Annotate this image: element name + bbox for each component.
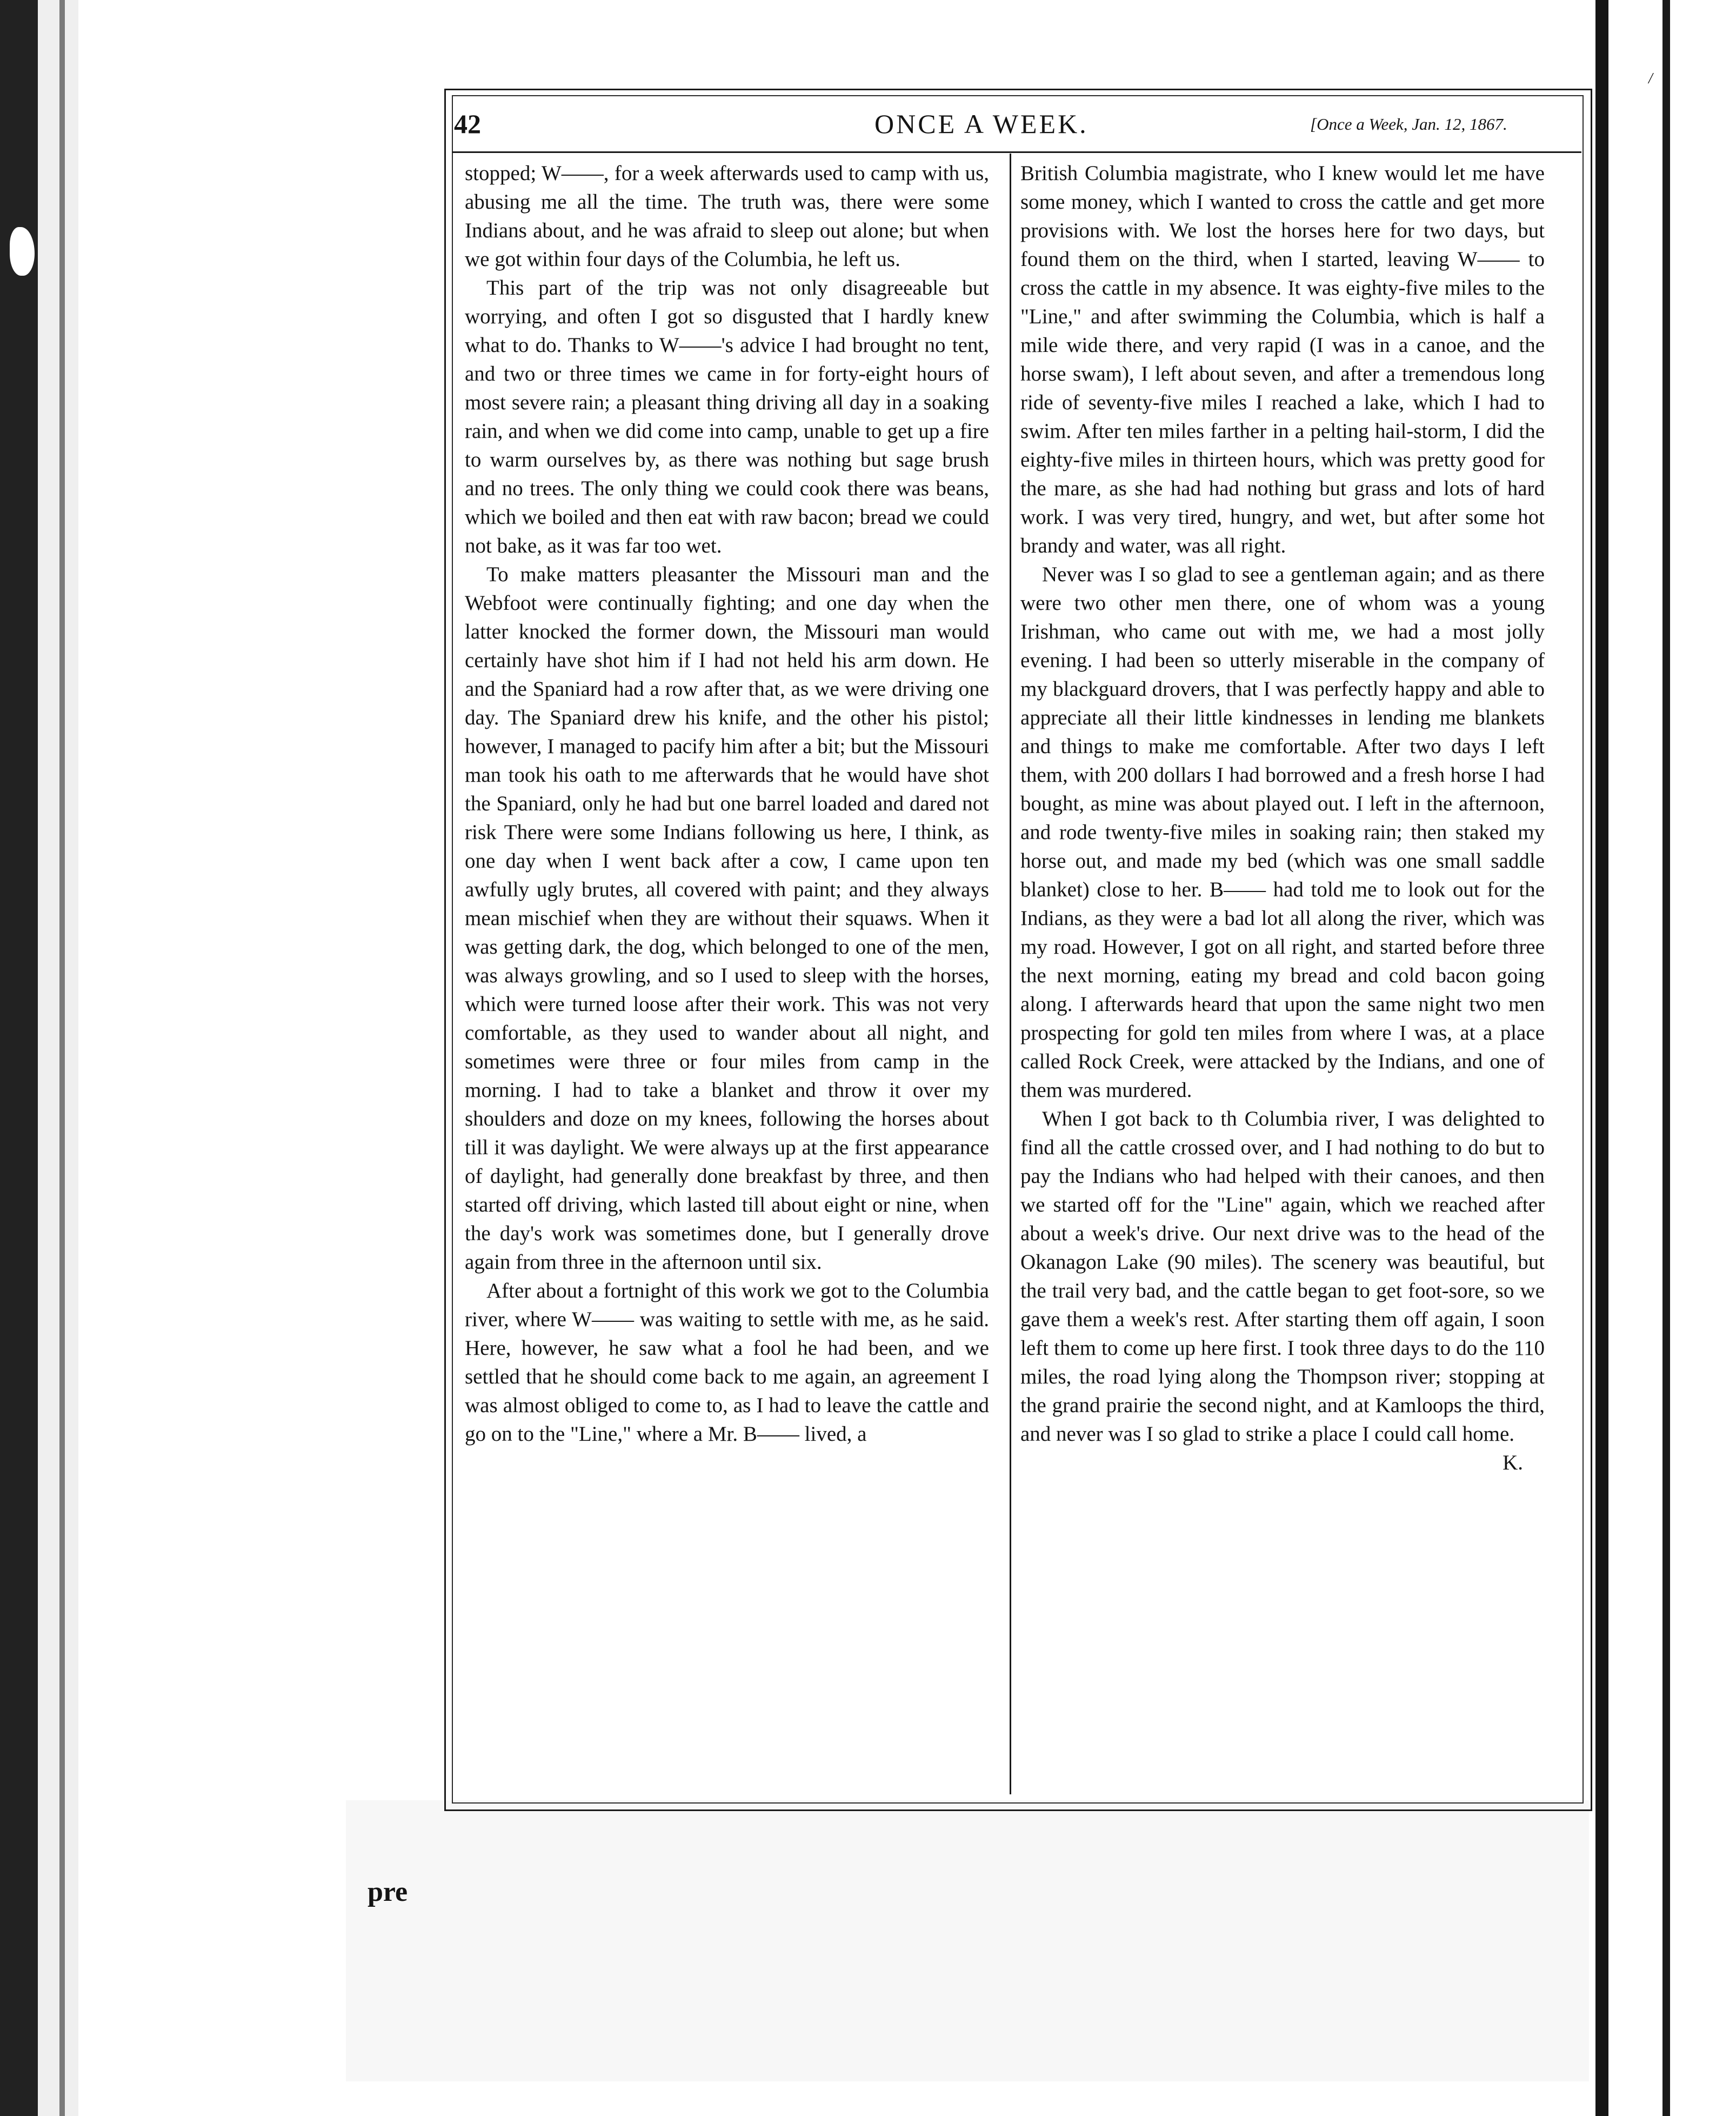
author-signature: K.	[1503, 1451, 1523, 1474]
scan-edge-line	[1662, 0, 1670, 2116]
paragraph: When I got back to th Columbia river, I was delighted to find all the cattle crossed over, and I had nothing to do but to pay the Indians who had helped with their canoes, and then we started off for the "Line" again, which we reached after about a week's drive. Our next drive was to the head of the Okanagon Lake (90 miles). The scenery was beautiful, but the trail very bad, and the cattle began to get foot-sore, so we gave them a week's rest. After starting them off again, I soon left them to come up here first. I took three days to do the 110 miles, the road lying along the Thompson river; stopping at the grand prairie the second night, and at Kamloops the third, and never was I so glad to strike a place I could call home.	[1020, 1107, 1545, 1446]
next-page-fragment: pre	[368, 1877, 408, 1907]
paragraph: British Columbia magistrate, who I knew would let me have some money, which I wanted to cross the cattle and get more provisions with. We lost the horses here for two days, but found them on the third, when I started, leaving W—— to cross the cattle in my absence. It was eighty-five miles to the "Line," and after swimming the Columbia, which is half a mile wide there, and very rapid (I was in a canoe, and the horse swam), I left about seven, and after a tremendous long ride of seventy-five miles I reached a lake, which I had to swim. After ten miles farther in a pelting hail-storm, I did the eighty-five miles in thirteen hours, which was pretty good for the mare, as she had had nothing but grass and lots of hard work. I was very tired, hungry, and wet, but after some hot brandy and water, was all right.	[1020, 162, 1545, 557]
left-column	[465, 159, 989, 1786]
paragraph: stopped; W——, for a week afterwards used to camp with us, abusing me all the time. The truth was, there were some Indians about, and he was afraid to sleep out alone; but when we got within four days of the Columbia, he left us.	[465, 162, 989, 271]
scan-margin-right	[1608, 0, 1736, 2116]
stray-mark: /	[1648, 70, 1653, 87]
underlying-page	[346, 1800, 1589, 2081]
header-rule	[452, 151, 1581, 153]
paragraph: After about a fortnight of this work we got to the Columbia river, where W—— was waiting to settle with me, as he said. Here, however, he saw what a fool he had been, and we settled that he should come back to me again, an agreement I was almost obliged to come to, as I had to leave the cattle and go on to the "Line," where a Mr. B—— lived, a	[465, 1279, 989, 1446]
page-number: 42	[454, 109, 481, 139]
scan-gutter-line	[59, 0, 65, 2116]
paragraph: This part of the trip was not only disagreeable but worrying, and often I got so disgusted that I hardly knew what to do. Thanks to W——'s advice I had brought no tent, and two or three times we came in for forty-eight hours of most severe rain; a pleasant thing driving all day in a soaking rain, and when we did come into camp, unable to get up a fire to warm ourselves by, as there was nothing but sage brush and no trees. The only thing we could cook there was beans, which we boiled and then eat with raw bacon; bread we could not bake, as it was far too wet.	[465, 276, 989, 557]
scan-margin-left	[38, 0, 78, 2116]
column-divider	[1010, 154, 1011, 1794]
running-issue: [Once a Week, Jan. 12, 1867.	[1310, 115, 1507, 134]
scan-border-right	[1595, 0, 1608, 2116]
paragraph: Never was I so glad to see a gentleman again; and as there were two other men there, one of whom was a young Irishman, who came out with me, we had a most jolly evening. I had been so utterly miserable in the company of my blackguard drovers, that I was perfectly happy and able to appreciate all their little kindnesses in lending me blankets and things to make me comfortable. After two days I left them, with 200 dollars I had borrowed and a fresh horse I had bought, as mine was about played out. I left in the afternoon, and rode twenty-five miles in soaking rain; then staked my horse out, and made my bed (which was one small saddle blanket) close to her. B—— had told me to look out for the Indians, as they were a bad lot all along the river, which was my road. However, I got on all right, and started before three the next morning, eating my bread and cold bacon going along. I afterwards heard that upon the same night two men prospecting for gold ten miles from where I was, at a place called Rock Creek, were attacked by the Indians, and one of them was murdered.	[1020, 563, 1545, 1102]
scan-border-left	[0, 0, 38, 2116]
right-column	[1020, 159, 1545, 1786]
paragraph: To make matters pleasanter the Missouri man and the Webfoot were continually fighting; and one day when the latter knocked the former down, the Missouri man would certainly have shot him if I had not held his arm down. He and the Spaniard had a row after that, as we were driving one day. The Spaniard drew his knife, and the other his pistol; however, I managed to pacify him after a bit; but the Missouri man took his oath to me afterwards that he would have shot the Spaniard, only he had but one barrel loaded and dared not risk There were some Indians following us here, I think, as one day when I went back after a cow, I came upon ten awfully ugly brutes, all covered with paint; and they always mean mischief when they are without their squaws. When it was getting dark, the dog, which belonged to one of the men, was always growling, and so I used to sleep with the horses, which were turned loose after their work. This was not very comfortable, as they used to wander about all night, and sometimes were three or four miles from camp in the morning. I had to take a blanket and throw it over my shoulders and doze on my knees, following the horses about till it was daylight. We were always up at the first appearance of daylight, had generally done breakfast by three, and then started off driving, which lasted till about eight or nine, when the day's work was sometimes done, but I generally drove again from three in the afternoon until six.	[465, 563, 989, 1274]
running-title: ONCE A WEEK.	[874, 109, 1089, 139]
